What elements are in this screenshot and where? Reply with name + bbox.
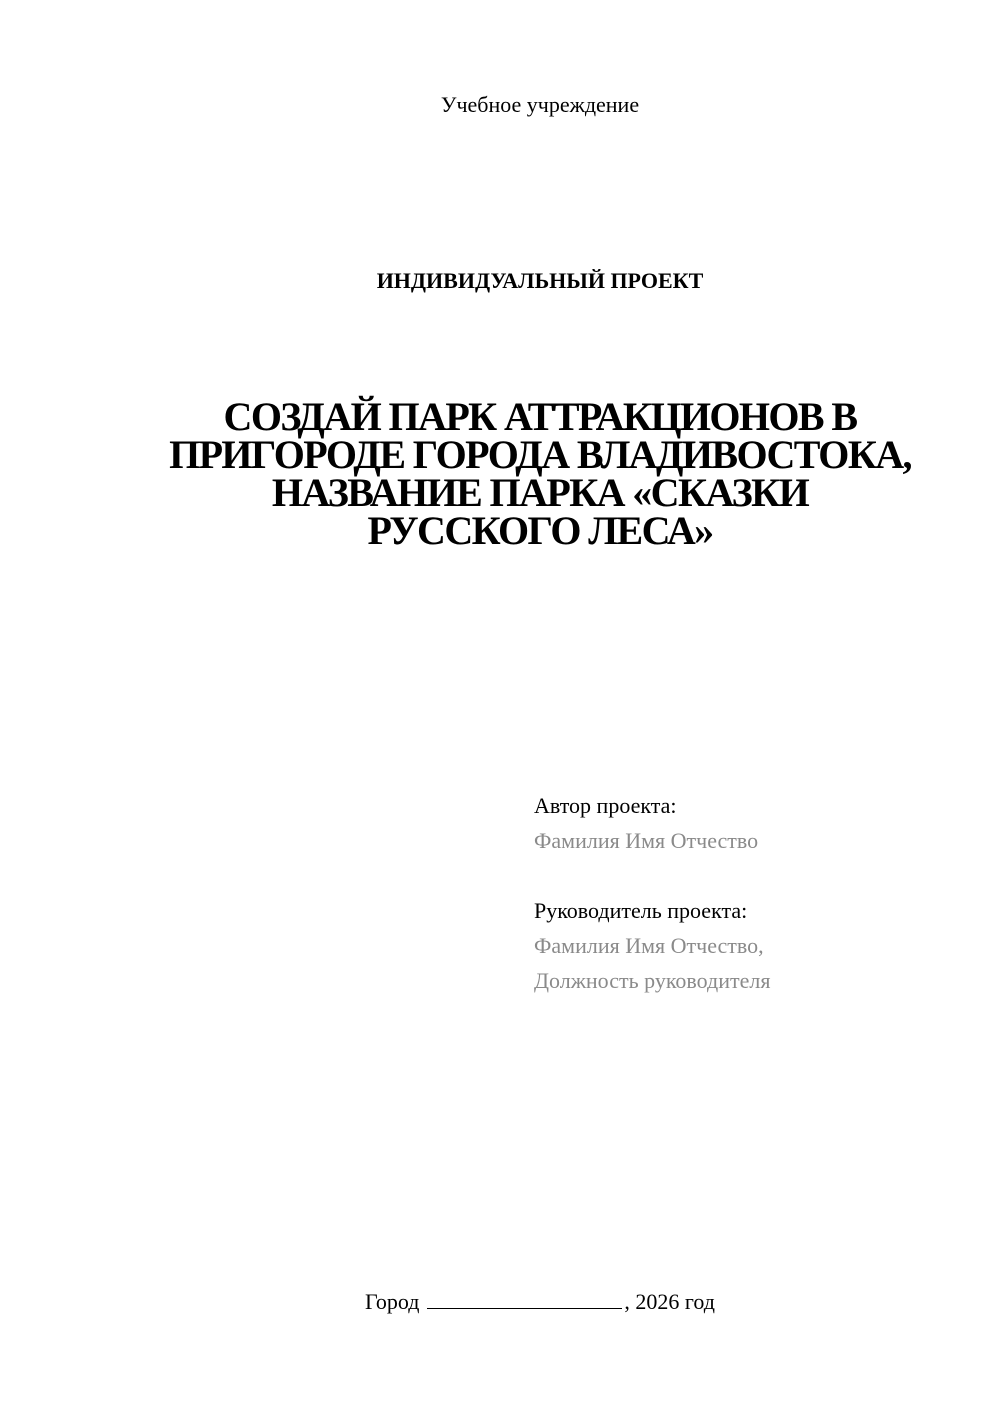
author-name: Фамилия Имя Отчество xyxy=(534,828,759,853)
title-line: ПРИГОРОДЕ ГОРОДА ВЛАДИВОСТОКА, xyxy=(169,432,911,477)
title-line: СОЗДАЙ ПАРК АТТРАКЦИОНОВ В xyxy=(223,394,857,439)
title-line: НАЗВАНИЕ ПАРКА «СКАЗКИ xyxy=(271,470,809,515)
city-label: Город xyxy=(365,1289,420,1314)
supervisor-label: Руководитель проекта: xyxy=(534,898,748,923)
supervisor-position: Должность руководителя xyxy=(534,968,771,993)
author-block xyxy=(534,788,758,858)
footer-city-year xyxy=(80,1288,1000,1315)
city-blank-line xyxy=(427,1288,622,1309)
supervisor-block xyxy=(534,893,770,998)
supervisor-name: Фамилия Имя Отчество, xyxy=(534,933,764,958)
institution-name: Учебное учреждение xyxy=(440,92,640,117)
project-title xyxy=(80,394,1000,553)
author-label: Автор проекта: xyxy=(534,793,677,818)
year-text: , 2026 год xyxy=(624,1289,715,1314)
document-type: ИНДИВИДУАЛЬНЫЙ ПРОЕКТ xyxy=(376,268,704,293)
title-line: РУССКОГО ЛЕСА» xyxy=(367,508,713,553)
